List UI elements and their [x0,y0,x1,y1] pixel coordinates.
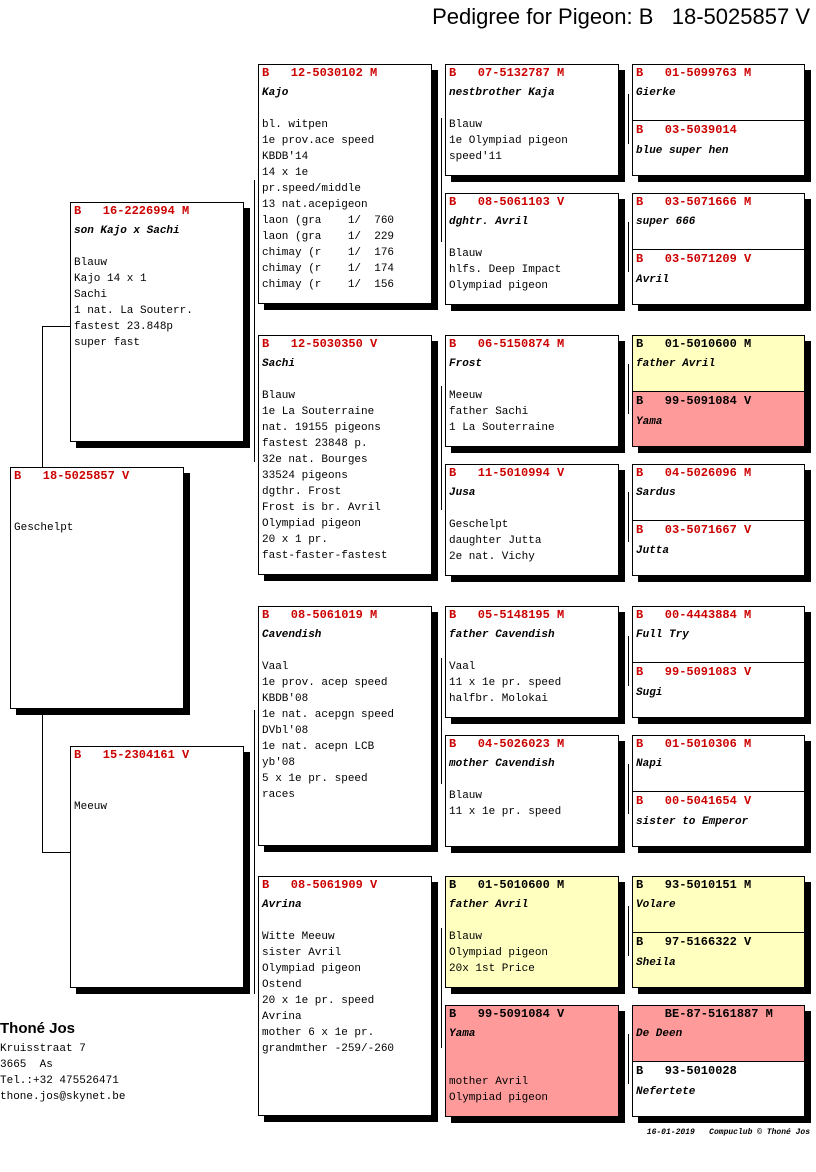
card-line: 1e nat. acepn LCB [262,741,375,753]
card-line: chimay (r 1/ 174 [262,263,395,275]
card-divider [633,932,804,933]
card-line: laon (gra 1/ 760 [262,215,395,227]
card-line: Kajo 14 x 1 [74,273,147,285]
card-line: 33524 pigeons [262,470,348,482]
grandparent-card[interactable] [258,876,432,1116]
card-line: super fast [74,337,141,349]
ring-number: B 99-5091083 V [636,665,752,679]
pigeon-name: Cavendish [262,629,322,641]
card-line: Olympiad pigeon [449,947,549,959]
subject-card[interactable] [10,467,184,709]
card-line: 1e prov. acep speed [262,677,388,689]
ring-number: B 07-5132787 M [449,66,565,80]
card-line: Olympiad pigeon [449,1092,549,1104]
card-line: Olympiad pigeon [262,518,362,530]
ring-number: B 04-5026023 M [449,737,565,751]
ring-number: B 01-5010306 M [636,737,752,751]
card-line: daughter Jutta [449,535,542,547]
card-line: 20 x 1e pr. speed [262,995,375,1007]
card-line: Geschelpt [14,522,74,534]
card-line: halfbr. Molokai [449,693,549,705]
owner-address-line: 3665 As [0,1059,53,1071]
pigeon-name: Jutta [636,545,670,557]
card-line: Meeuw [74,801,108,813]
card-divider [633,520,804,521]
card-line: Sachi [74,289,108,301]
owner-phone: Tel.:+32 475526471 [0,1075,119,1087]
card-line: 20 x 1 pr. [262,534,329,546]
card-divider [633,249,804,250]
ring-number: B 05-5148195 M [449,608,565,622]
pigeon-name: son Kajo x Sachi [74,225,180,237]
pigeon-name: Sugi [636,687,663,699]
card-line: Blauw [449,931,483,943]
dam-card[interactable] [70,746,244,988]
card-line: yb'08 [262,757,296,769]
card-line: sister Avril [262,947,342,959]
card-line: mother Avril [449,1076,529,1088]
great-grandparent-card[interactable] [445,335,619,447]
card-line: Blauw [449,790,483,802]
owner-info [0,1020,125,1105]
card-divider [633,662,804,663]
great-great-grandparent-pair[interactable] [632,464,805,576]
ring-number: B 01-5010600 M [636,337,752,351]
great-grandparent-card[interactable] [445,193,619,305]
card-line: bl. witpen [262,119,329,131]
card-line: 1e prov.ace speed [262,135,375,147]
ring-number: B 08-5061909 V [262,878,378,892]
owner-email: thone.jos@skynet.be [0,1091,126,1103]
ring-number: B 93-5010151 M [636,878,752,892]
card-line: Olympiad pigeon [262,963,362,975]
owner-address-line: Kruisstraat 7 [0,1043,86,1055]
pigeon-name: nestbrother Kaja [449,87,555,99]
ring-number: B 04-5026096 M [636,466,752,480]
grandparent-card[interactable] [258,64,432,304]
great-grandparent-card[interactable] [445,64,619,176]
card-line: Meeuw [449,390,483,402]
ring-number: B 08-5061019 M [262,608,378,622]
great-grandparent-card[interactable] [445,464,619,576]
ring-number: B 06-5150874 M [449,337,565,351]
owner-name: Thoné Jos [0,1020,76,1037]
footer-credit: 16-01-2019 Compuclub © Thoné Jos [646,1128,810,1137]
ring-number: B 03-5071666 M [636,195,752,209]
ring-number: B 18-5025857 V [14,469,130,483]
card-line: Olympiad pigeon [449,280,549,292]
card-line: Ostend [262,979,302,991]
card-line: 11 x 1e pr. speed [449,677,562,689]
card-line: 13 nat.acepigeon [262,199,368,211]
pigeon-name: Sheila [636,957,676,969]
card-line: 32e nat. Bourges [262,454,368,466]
card-line: 1e Olympiad pigeon [449,135,568,147]
ring-number: B 16-2226994 M [74,204,190,218]
pigeon-name: Volare [636,899,676,911]
ring-number: B 03-5071209 V [636,252,752,266]
great-great-grandparent-pair[interactable] [632,606,805,718]
ring-number: B 03-5071667 V [636,523,752,537]
pigeon-name: Gierke [636,87,676,99]
great-great-grandparent-pair[interactable] [632,1005,805,1117]
card-line: KBDB'14 [262,151,309,163]
ring-number: B 93-5010028 [636,1064,737,1078]
pigeon-name: father Avril [449,899,529,911]
great-great-grandparent-pair[interactable] [632,876,805,988]
ring-number: B 03-5039014 [636,123,737,137]
card-line: Avrina [262,1011,302,1023]
card-line: fast-faster-fastest [262,550,388,562]
grandparent-card[interactable] [258,335,432,575]
pigeon-name: Yama [449,1028,476,1040]
pigeon-name: blue super hen [636,145,729,157]
card-line: speed'11 [449,151,502,163]
card-line: grandmther -259/-260 [262,1043,395,1055]
pigeon-name: Frost [449,358,483,370]
card-line: nat. 19155 pigeons [262,422,381,434]
great-grandparent-card[interactable] [445,1005,619,1117]
pigeon-name: Kajo [262,87,289,99]
ring-number: B 12-5030102 M [262,66,378,80]
card-line: KBDB'08 [262,693,309,705]
card-line: fastest 23.848p [74,321,174,333]
card-line: Geschelpt [449,519,509,531]
pigeon-name: Sardus [636,487,676,499]
pigeon-name: father Cavendish [449,629,555,641]
sire-card[interactable] [70,202,244,442]
great-great-grandparent-pair[interactable] [632,735,805,847]
card-divider [633,791,804,792]
card-divider [633,1061,804,1062]
great-great-grandparent-pair[interactable] [632,193,805,305]
ring-number: B 15-2304161 V [74,748,190,762]
card-line: 14 x 1e [262,167,309,179]
ring-number: B 11-5010994 V [449,466,565,480]
card-line: 1e La Souterraine [262,406,375,418]
pigeon-name: mother Cavendish [449,758,555,770]
card-line: chimay (r 1/ 156 [262,279,395,291]
card-line: 11 x 1e pr. speed [449,806,562,818]
ring-number: B 12-5030350 V [262,337,378,351]
great-grandparent-card[interactable] [445,876,619,988]
ring-number: B 99-5091084 V [449,1007,565,1021]
pigeon-name: Napi [636,758,663,770]
card-line: Vaal [262,661,289,673]
pigeon-name: Avrina [262,899,302,911]
card-line: 20x 1st Price [449,963,535,975]
card-line: Witte Meeuw [262,931,335,943]
ring-number: B 00-4443884 M [636,608,752,622]
card-line: 1e nat. acepgn speed [262,709,395,721]
pigeon-name: super 666 [636,216,696,228]
card-line: laon (gra 1/ 229 [262,231,395,243]
ring-number: BE-87-5161887 M [636,1007,773,1021]
card-line: 2e nat. Vichy [449,551,535,563]
card-line: Vaal [449,661,476,673]
ring-number: B 00-5041654 V [636,794,752,808]
card-line: 1 La Souterraine [449,422,555,434]
card-line: dgthr. Frost [262,486,342,498]
pigeon-name: Sachi [262,358,296,370]
ring-number: B 99-5091084 V [636,394,752,408]
card-line: Blauw [262,390,296,402]
card-line: pr.speed/middle [262,183,362,195]
card-divider [633,391,804,392]
great-great-grandparent-pair[interactable] [632,64,805,176]
pigeon-name: sister to Emperor [636,816,749,828]
ring-number: B 08-5061103 V [449,195,565,209]
card-line: Blauw [74,257,108,269]
ring-number: B 01-5010600 M [449,878,565,892]
card-divider [633,120,804,121]
card-line: hlfs. Deep Impact [449,264,562,276]
great-grandparent-card[interactable] [445,735,619,847]
pigeon-name: Full Try [636,629,689,641]
card-line: father Sachi [449,406,529,418]
great-grandparent-card[interactable] [445,606,619,718]
card-line: races [262,789,296,801]
card-line: Blauw [449,248,483,260]
pigeon-name: Jusa [449,487,476,499]
pigeon-name: father Avril [636,358,716,370]
card-line: 1 nat. La Souterr. [74,305,193,317]
pigeon-name: Avril [636,274,670,286]
ring-number: B 97-5166322 V [636,935,752,949]
card-line: Frost is br. Avril [262,502,381,514]
pigeon-name: Yama [636,416,663,428]
card-line: chimay (r 1/ 176 [262,247,395,259]
grandparent-card[interactable] [258,606,432,846]
pigeon-name: Nefertete [636,1086,696,1098]
card-line: fastest 23848 p. [262,438,368,450]
card-line: Blauw [449,119,483,131]
great-great-grandparent-pair[interactable] [632,335,805,447]
pigeon-name: dghtr. Avril [449,216,529,228]
card-line: mother 6 x 1e pr. [262,1027,375,1039]
card-line: 5 x 1e pr. speed [262,773,368,785]
page-title: Pedigree for Pigeon: B 18-5025857 V [432,4,810,29]
card-line: DVbl'08 [262,725,309,737]
ring-number: B 01-5099763 M [636,66,752,80]
pigeon-name: De Deen [636,1028,683,1040]
